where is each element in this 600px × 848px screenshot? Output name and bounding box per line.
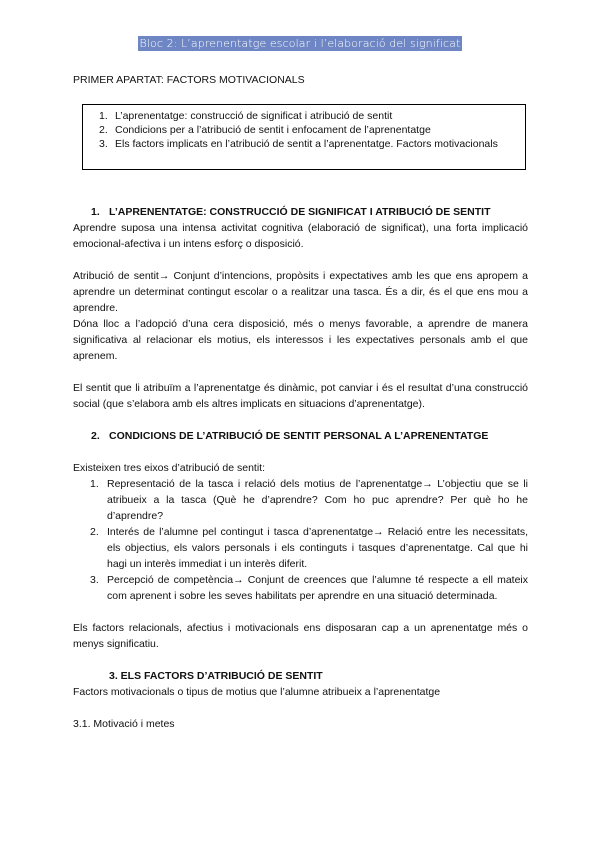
s3-subheading — [73, 716, 528, 732]
toc-item-text: Condicions per a l’atribució de sentit i enfocament de l’aprenentatge — [115, 124, 431, 136]
s1-paragraph-2-text: Atribució de sentit→ Conjunt d’intencions, propòsits i expectatives amb les que ens apropem a aprendre un determinat contingut escolar o a realitzar una tasca. És a dir, és el que ens mou a aprendre. — [73, 270, 528, 314]
list-item — [88, 572, 528, 604]
s3-intro — [73, 684, 528, 700]
toc-list — [83, 109, 525, 151]
s2-outro-text: Els factors relacionals, afectius i motivacionals ens disposaran cap a un aprenentatge més o menys significatiu. — [73, 622, 528, 650]
title-bar — [0, 36, 600, 52]
document-title: Bloc 2: L’aprenentatge escolar i l’elaboració del significat — [139, 37, 461, 50]
toc-item — [99, 109, 513, 123]
section-2-title: CONDICIONS DE L’ATRIBUCIÓ DE SENTIT PERSONAL A L’APRENENTATGE — [109, 430, 489, 442]
list-item — [88, 524, 528, 572]
s2-outro — [73, 620, 528, 652]
s1-paragraph-4-text: El sentit que li atribuïm a l’aprenentatge és dinàmic, pot canviar i és el resultat d’una construcció social (que s’elabora amb els altres implicats en situacions d’aprenentatge). — [73, 382, 528, 410]
s2-intro-text: Existeixen tres eixos d’atribució de sentit: — [73, 462, 266, 474]
section-1-title: L’APRENENTATGE: CONSTRUCCIÓ DE SIGNIFICAT I ATRIBUCIÓ DE SENTIT — [109, 206, 491, 218]
s1-paragraph-4 — [73, 380, 528, 412]
s1-paragraph-1 — [73, 220, 528, 252]
s2-intro — [73, 460, 528, 476]
table-of-contents — [82, 104, 526, 170]
s1-paragraph-3 — [73, 316, 528, 364]
section-2-number: 2. — [91, 430, 100, 442]
toc-item-number: 2. — [99, 124, 108, 136]
s1-paragraph-3-text: Dóna lloc a l’adopció d’una cera disposició, més o menys favorable, a aprendre de manera significativa al relacionar els motius, els interessos i les expectatives personals amb el que aprenem. — [73, 318, 528, 362]
toc-item-number: 3. — [99, 138, 108, 150]
section-1-number: 1. — [91, 206, 100, 218]
list-item-text: Interés de l’alumne pel contingut i tasca d’aprenentatge→ Relació entre les necessitats, els objectius, els valors personals i els continguts i tasques d’aprenentatge. Cal que hi hagi un interès immediat i un interès diferit. — [107, 526, 528, 570]
list-item-number: 1. — [90, 478, 99, 490]
section-3-heading: 3. ELS FACTORS D’ATRIBUCIÓ DE SENTIT — [109, 670, 323, 682]
toc-item — [99, 137, 513, 151]
s3-subheading-text: 3.1. Motivació i metes — [73, 718, 175, 730]
toc-item-number: 1. — [99, 110, 108, 122]
toc-item-text: Els factors implicats en l’atribució de sentit a l’aprenentatge. Factors motivacionals — [115, 138, 498, 150]
s2-list — [88, 476, 528, 604]
list-item-number: 2. — [90, 526, 99, 538]
toc-item — [99, 123, 513, 137]
s1-paragraph-1-text: Aprendre suposa una intensa activitat cognitiva (elaboració de significat), una forta implicació emocional-afectiva i un intens esforç o disposició. — [73, 222, 528, 250]
list-item-text: Percepció de competència→ Conjunt de creences que l’alumne té respecte a ell mateix com aprenent i sobre les seves habilitats per aprendre en una situació determinada. — [107, 574, 528, 602]
s3-intro-text: Factors motivacionals o tipus de motius que l’alumne atribueix a l’aprenentatge — [73, 686, 441, 698]
list-item-text: Representació de la tasca i relació dels motius de l’aprenentatge→ L’objectiu que se li atribueix a la tasca (Què he d’aprendre? Com ho puc aprendre? Per què ho he d’aprendre? — [107, 478, 528, 522]
section-1-heading — [91, 204, 491, 220]
list-item — [88, 476, 528, 524]
section-2-heading — [91, 428, 488, 444]
s1-paragraph-2 — [73, 268, 528, 316]
section-heading-text: PRIMER APARTAT: FACTORS MOTIVACIONALS — [73, 74, 305, 86]
section-heading — [73, 72, 528, 88]
list-item-number: 3. — [90, 574, 99, 586]
toc-item-text: L’aprenentatge: construcció de significat i atribució de sentit — [115, 110, 393, 122]
